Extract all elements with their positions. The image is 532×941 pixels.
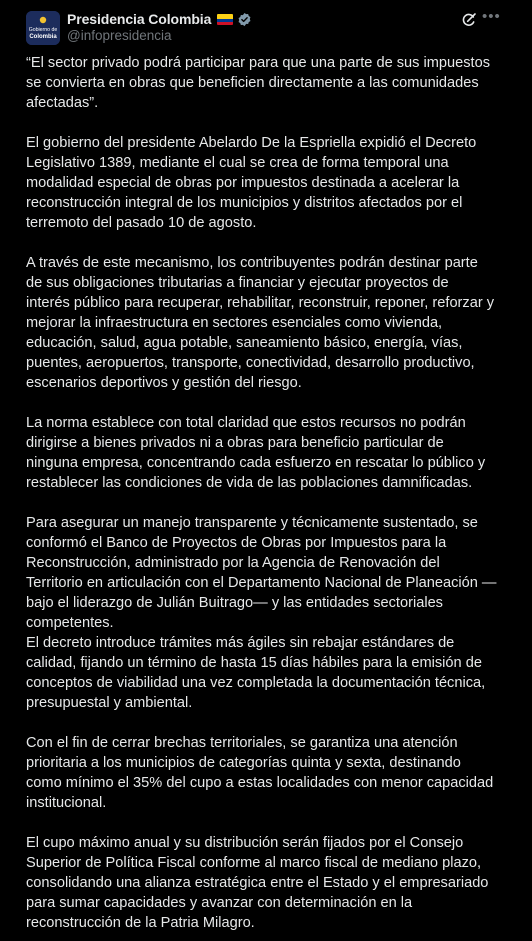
avatar[interactable] xyxy=(26,11,60,45)
verified-badge-icon[interactable] xyxy=(237,12,252,27)
tweet-header xyxy=(0,0,532,50)
author-handle[interactable]: @infopresidencia xyxy=(67,28,172,43)
tweet-paragraph: Con el fin de cerrar brechas territoriales, se garantiza una atención prioritaria a los municipios de categorías quinta y sexta, destinando como mínimo el 35% del cupo a estas localidades con menor capacidad institucional. xyxy=(26,735,494,811)
grok-icon[interactable] xyxy=(461,12,477,28)
tweet-paragraph: La norma establece con total claridad que estos recursos no podrán dirigirse a bienes privados ni a obras para beneficio particular de ninguna empresa, concentrando cada esfuerzo en rescatar lo público y restablecer las condiciones de vida de las poblaciones damnificadas. xyxy=(26,415,486,491)
more-options-icon[interactable]: ••• xyxy=(482,8,501,25)
avatar-text-1: Gobierno de xyxy=(28,27,58,33)
avatar-text-2: Colombia xyxy=(29,34,57,40)
tweet-paragraph: El gobierno del presidente Abelardo De la Espriella expidió el Decreto Legislativo 1389, mediante el cual se crea de forma temporal una modalidad especial de obras por impuestos destinada a acelerar la reconstrucción integral de los municipios y distritos afectados por el terremoto del pasado 10 de agosto. xyxy=(26,135,477,231)
gobierno-logo-icon xyxy=(26,11,60,45)
tweet-paragraph: A través de este mecanismo, los contribuyentes podrán destinar parte de sus obligaciones tributarias a financiar y ejecutar proyectos de interés público para recuperar, rehabilitar, reconstruir, reponer, reforzar y mejorar la infraestructura en sectores esenciales como vivienda, educación, salud, agua potable, saneamiento básico, energía, vías, puentes, aeropuertos, transporte, conectividad, desarrollo productivo, escenarios deportivos y gestión del riesgo. xyxy=(26,255,495,391)
colombia-flag-icon xyxy=(217,14,233,25)
author-display-name[interactable]: Presidencia Colombia xyxy=(67,11,212,27)
tweet-text xyxy=(26,53,510,933)
tweet-paragraph: El cupo máximo anual y su distribución serán fijados por el Consejo Superior de Política Fiscal conforme al marco fiscal de mediano plazo, consolidando una alianza estratégica entre el Estado y el empresariado para sumar capacidades y avanzar con determinación en la reconstrucción de la Patria Milagro. xyxy=(26,835,489,931)
tweet-paragraph: “El sector privado podrá participar para que una parte de sus impuestos se convierta en obras que beneficien directamente a las comunidades afectadas”. xyxy=(26,55,491,111)
tweet-paragraph: Para asegurar un manejo transparente y técnicamente sustentado, se conformó el Banco de Proyectos de Obras por Impuestos para la Reconstrucción, administrado por la Agencia de Renovación del Territorio en articulación con el Departamento Nacional de Planeación — bajo el liderazgo de Julián Buitrago— y las entidades sectoriales competentes. El decreto introduce trámites más ágiles sin rebajar estándares de calidad, fijando un término de hasta 15 días hábiles para la emisión de conceptos de viabilidad una vez completada la documentación técnica, presupuestal y ambiental. xyxy=(26,515,497,711)
author-name-row xyxy=(67,10,252,28)
